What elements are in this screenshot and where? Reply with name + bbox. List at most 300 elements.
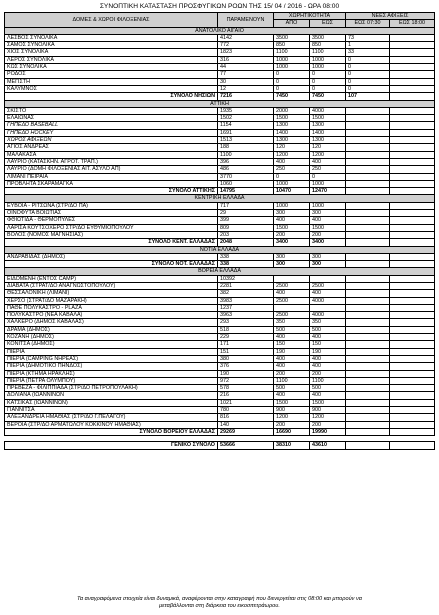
capacity-to-value: 0: [310, 173, 346, 180]
section-header: [5, 246, 435, 253]
table-row: [5, 115, 435, 122]
table-row: [5, 421, 435, 428]
facility-name: ΧΩΡΟΣ ΑΦΙΞΕΩΝ: [5, 137, 218, 144]
table-row: [5, 312, 435, 319]
facility-name: ΚΩΣ ΣΥΝΟΛΙΚΑ: [5, 64, 218, 71]
table-row: [5, 341, 435, 348]
remaining-value: 396: [218, 158, 274, 165]
remaining-value: 578: [218, 385, 274, 392]
arrivals-1800-value: [390, 78, 435, 85]
arrivals-0730-value: 1: [346, 42, 390, 49]
arrivals-0730-value: 0: [346, 56, 390, 63]
total-capacity-from: 7450: [274, 93, 310, 100]
header-arrivals-0730: ΕΩΣ 07:30: [346, 20, 390, 27]
arrivals-0730-value: [346, 297, 390, 304]
arrivals-1800-value: [390, 34, 435, 41]
table-row: [5, 122, 435, 129]
arrivals-0730-value: [346, 392, 390, 399]
remaining-value: 216: [218, 392, 274, 399]
capacity-to-value: 1500: [310, 399, 346, 406]
remaining-value: 1935: [218, 107, 274, 114]
arrivals-1800-value: [390, 326, 435, 333]
arrivals-0730-value: [346, 334, 390, 341]
remaining-value: 203: [218, 231, 274, 238]
total-remaining: 29269: [218, 428, 274, 435]
arrivals-0730-value: [346, 355, 390, 362]
capacity-from-value: 400: [274, 355, 310, 362]
capacity-to-value: 400: [310, 290, 346, 297]
remaining-value: 1060: [218, 180, 274, 187]
table-row: [5, 78, 435, 85]
facility-name: ΛΙΜΑΝΙ ΠΕΙΡΑΙΑ: [5, 173, 218, 180]
table-row: [5, 355, 435, 362]
arrivals-0730-value: [346, 385, 390, 392]
capacity-from-value: 500: [274, 385, 310, 392]
arrivals-1800-value: [390, 304, 435, 311]
arrivals-0730-value: [346, 202, 390, 209]
facility-name: ΑΛΕΞΑΝΔΡΕΙΑ ΗΜΑΘΙΑΣ (ΣΤΡ/ΔΟ Γ.ΠΕΛΑΓΟΥ): [5, 414, 218, 421]
capacity-to-value: 500: [310, 326, 346, 333]
arrivals-0730-value: [346, 137, 390, 144]
section-total-label: ΣΥΝΟΛΟ ΑΤΤΙΚΗΣ: [5, 188, 218, 195]
grand-total-arrivals-0730: [346, 442, 390, 449]
capacity-from-value: 400: [274, 217, 310, 224]
arrivals-0730-value: 0: [346, 71, 390, 78]
facility-name: ΑΓΙΟΣ ΑΝΔΡΕΑΣ: [5, 144, 218, 151]
facility-name: ΧΑΛΚΕΡΟ (ΔΗΜΟΣ ΚΑΒΑΛΑΣ): [5, 319, 218, 326]
arrivals-1800-value: [390, 370, 435, 377]
remaining-value: 399: [218, 217, 274, 224]
capacity-to-value: 1300: [310, 122, 346, 129]
section-total-row: [5, 261, 435, 268]
arrivals-1800-value: [390, 224, 435, 231]
arrivals-1800-value: [390, 334, 435, 341]
remaining-value: 338: [218, 253, 274, 260]
facility-name: ΠΡΕΒΕΖΑ - ΦΙΛΙΠΠΙΑΔΑ (ΣΤΡ/ΔΟ ΠΕΤΡΟΠΟΥΛΑΚΗ): [5, 385, 218, 392]
capacity-to-value: 1000: [310, 180, 346, 187]
section-total-label: ΣΥΝΟΛΟ ΚΕΝΤ. ΕΛΛΑΔΑΣ: [5, 239, 218, 246]
remaining-value: 1154: [218, 122, 274, 129]
table-row: [5, 363, 435, 370]
arrivals-0730-value: [346, 341, 390, 348]
section-title: ΑΝΑΤΟΛΙΚΟ ΑΙΓΑΙΟ: [5, 27, 435, 34]
arrivals-0730-value: [346, 224, 390, 231]
arrivals-0730-value: [346, 129, 390, 136]
facility-name: ΛΑΥΡΙΟ (ΔΟΜΗ ΦΙΛΟΞΕΝΙΑΣ ΑΙΤ. ΑΣΥΛΟ ΑΠ): [5, 166, 218, 173]
grand-total-label: ΓΕΝΙΚΟ ΣΥΝΟΛΟ: [5, 442, 218, 449]
header-capacity: ΧΩΡΗΤΙΚΟΤΗΤΑ: [274, 13, 346, 20]
arrivals-1800-value: [390, 319, 435, 326]
arrivals-1800-value: [390, 407, 435, 414]
table-row: [5, 253, 435, 260]
capacity-to-value: 0: [310, 78, 346, 85]
facility-name: ΠΡΟΒΛΗΤΑ ΣΚΑΡΑΜΑΓΚΑ: [5, 180, 218, 187]
remaining-value: 380: [218, 355, 274, 362]
arrivals-1800-value: [390, 42, 435, 49]
arrivals-1800-value: [390, 275, 435, 282]
capacity-from-value: 850: [274, 42, 310, 49]
table-row: [5, 56, 435, 63]
total-remaining: 7216: [218, 93, 274, 100]
remaining-value: 1513: [218, 137, 274, 144]
arrivals-0730-value: [346, 399, 390, 406]
capacity-to-value: 300: [310, 253, 346, 260]
table-row: [5, 202, 435, 209]
arrivals-1800-value: [390, 166, 435, 173]
facility-name: ΑΝΔΡΑΒΙΔΑΣ (ΔΗΜΟΣ): [5, 253, 218, 260]
arrivals-0730-value: 0: [346, 78, 390, 85]
capacity-from-value: 900: [274, 407, 310, 414]
capacity-from-value: 500: [274, 326, 310, 333]
arrivals-0730-value: [346, 151, 390, 158]
facility-name: ΣΑΜΟΣ ΣΥΝΟΛΙΚΑ: [5, 42, 218, 49]
facility-name: ΠΙΕΡΙΑ (ΔΗΜΟΤΙΚΟ ΠΗΝΔΟΣ): [5, 363, 218, 370]
capacity-from-value: 0: [274, 85, 310, 92]
arrivals-0730-value: [346, 319, 390, 326]
arrivals-1800-value: [390, 355, 435, 362]
facility-name: ΕΥΒΟΙΑ - ΡΙΤΣΩΝΑ (ΣΤΡ/ΔΟ ΠΑ): [5, 202, 218, 209]
arrivals-0730-value: [346, 210, 390, 217]
remaining-value: 229: [218, 334, 274, 341]
capacity-from-value: 150: [274, 341, 310, 348]
capacity-from-value: 350: [274, 319, 310, 326]
arrivals-0730-value: [346, 231, 390, 238]
capacity-from-value: 200: [274, 231, 310, 238]
facility-name: ΒΟΛΟΣ (ΝΟΜΟΣ ΜΑΓΝΗΣΙΑΣ): [5, 231, 218, 238]
table-row: [5, 297, 435, 304]
arrivals-1800-value: [390, 71, 435, 78]
capacity-to-value: 850: [310, 42, 346, 49]
remaining-value: 1237: [218, 304, 274, 311]
table-row: [5, 399, 435, 406]
capacity-from-value: [274, 275, 310, 282]
remaining-value: 382: [218, 290, 274, 297]
arrivals-1800-value: [390, 385, 435, 392]
arrivals-1800-value: [390, 137, 435, 144]
header-remaining: ΠΑΡΑΜΕΝΟΥΝ: [218, 13, 274, 28]
total-arrivals-0730: [346, 261, 390, 268]
capacity-from-value: 0: [274, 173, 310, 180]
section-title: ΒΟΡΕΙΑ ΕΛΛΑΔΑ: [5, 268, 435, 275]
capacity-from-value: 1500: [274, 115, 310, 122]
remaining-value: 816: [218, 414, 274, 421]
arrivals-1800-value: [390, 129, 435, 136]
capacity-from-value: 1500: [274, 224, 310, 231]
remaining-value: 10392: [218, 275, 274, 282]
remaining-value: 1502: [218, 115, 274, 122]
grand-total-row: [5, 442, 435, 449]
capacity-from-value: 2500: [274, 282, 310, 289]
arrivals-0730-value: [346, 377, 390, 384]
capacity-from-value: 200: [274, 370, 310, 377]
arrivals-0730-value: [346, 144, 390, 151]
arrivals-1800-value: [390, 202, 435, 209]
facility-name: ΕΛΑΙΩΝΑΣ: [5, 115, 218, 122]
capacity-to-value: [310, 275, 346, 282]
total-remaining: 2048: [218, 239, 274, 246]
table-row: [5, 144, 435, 151]
capacity-from-value: 3500: [274, 34, 310, 41]
section-header: [5, 27, 435, 34]
facility-name: ΠΑΘΕ ΠΟΛΥΚΑΣΤΡΟ - PLAZA: [5, 304, 218, 311]
capacity-from-value: 190: [274, 348, 310, 355]
capacity-to-value: 1500: [310, 224, 346, 231]
arrivals-0730-value: [346, 253, 390, 260]
total-capacity-from: 300: [274, 261, 310, 268]
header-arrivals-1800: ΕΩΣ 18:00: [390, 20, 435, 27]
capacity-to-value: 300: [310, 210, 346, 217]
arrivals-1800-value: [390, 341, 435, 348]
arrivals-1800-value: [390, 49, 435, 56]
facility-name: ΧΙΟΣ ΣΥΝΟΛΙΚΑ: [5, 49, 218, 56]
section-header: [5, 100, 435, 107]
capacity-to-value: 1500: [310, 115, 346, 122]
arrivals-1800-value: [390, 282, 435, 289]
remaining-value: 29: [218, 210, 274, 217]
grand-total-remaining: 53666: [218, 442, 274, 449]
facility-name: ΠΙΕΡΙΑ (ΠΕΤΡΑ ΟΛΥΜΠΟΥ): [5, 377, 218, 384]
facility-name: ΛΑΡΙΣΑ ΚΟΥΤΣΟΧΕΡΟ ΣΤΡ/ΔΟ ΕΥΘΥΜΙΟΠΟΥΛΟΥ: [5, 224, 218, 231]
remaining-value: 972: [218, 377, 274, 384]
header-facilities: ΔΟΜΕΣ & ΧΩΡΟΙ ΦΙΛΟΞΕΝΙΑΣ: [5, 13, 218, 28]
arrivals-1800-value: [390, 377, 435, 384]
facility-name: ΒΕΡΟΙΑ (ΣΤΡ/ΔΟ ΑΡΜΑΤΩΛΟΥ ΚΟΚΚΙΝΟΥ ΗΜΑΘΙΑΣ): [5, 421, 218, 428]
total-remaining: 338: [218, 261, 274, 268]
table-row: [5, 151, 435, 158]
total-arrivals-0730: 107: [346, 93, 390, 100]
arrivals-0730-value: [346, 180, 390, 187]
capacity-from-value: 300: [274, 253, 310, 260]
grand-total-capacity-to: 43610: [310, 442, 346, 449]
section-title: ΝΟΤΙΑ ΕΛΛΑΔΑ: [5, 246, 435, 253]
capacity-from-value: 2000: [274, 107, 310, 114]
table-row: [5, 107, 435, 114]
remaining-value: 717: [218, 202, 274, 209]
capacity-from-value: 200: [274, 421, 310, 428]
arrivals-0730-value: [346, 107, 390, 114]
remaining-value: 44: [218, 64, 274, 71]
table-row: [5, 49, 435, 56]
section-total-label: ΣΥΝΟΛΟ ΒΟΡΕΙΟΥ ΕΛΛΑΔΑΣ: [5, 428, 218, 435]
remaining-value: 3983: [218, 297, 274, 304]
arrivals-0730-value: [346, 275, 390, 282]
table-row: [5, 217, 435, 224]
capacity-from-value: 250: [274, 166, 310, 173]
capacity-to-value: 150: [310, 341, 346, 348]
section-total-label: ΣΥΝΟΛΟ ΝΗΣΙΩΝ: [5, 93, 218, 100]
arrivals-0730-value: [346, 312, 390, 319]
capacity-to-value: 4000: [310, 312, 346, 319]
capacity-to-value: 250: [310, 166, 346, 173]
facility-name: ΔΟΛΙΑΝΑ (ΙΩΑΝΝΙΝΩΝ: [5, 392, 218, 399]
facility-name: ΠΙΕΡΙΑ (CAMPING ΝΗΡΕΑΣ): [5, 355, 218, 362]
remaining-value: 2281: [218, 282, 274, 289]
arrivals-1800-value: [390, 64, 435, 71]
table-row: [5, 319, 435, 326]
remaining-value: 772: [218, 42, 274, 49]
arrivals-0730-value: [346, 122, 390, 129]
arrivals-1800-value: [390, 158, 435, 165]
arrivals-0730-value: [346, 407, 390, 414]
remaining-value: 293: [218, 319, 274, 326]
arrivals-1800-value: [390, 210, 435, 217]
capacity-to-value: 1000: [310, 56, 346, 63]
capacity-to-value: 120: [310, 144, 346, 151]
table-row: [5, 173, 435, 180]
remaining-value: 3963: [218, 312, 274, 319]
remaining-value: 316: [218, 56, 274, 63]
capacity-to-value: 4000: [310, 107, 346, 114]
capacity-from-value: 1200: [274, 151, 310, 158]
table-row: [5, 158, 435, 165]
section-total-row: [5, 188, 435, 195]
capacity-to-value: 1100: [310, 49, 346, 56]
section-title: ΚΕΝΤΡΙΚΗ ΕΛΛΑΔΑ: [5, 195, 435, 202]
facility-name: ΚΑΛΥΜΝΟΣ: [5, 85, 218, 92]
arrivals-0730-value: [346, 166, 390, 173]
capacity-to-value: 200: [310, 370, 346, 377]
section-total-row: [5, 93, 435, 100]
capacity-to-value: 200: [310, 421, 346, 428]
capacity-from-value: 1000: [274, 202, 310, 209]
arrivals-1800-value: [390, 85, 435, 92]
capacity-to-value: 0: [310, 71, 346, 78]
table-row: [5, 414, 435, 421]
capacity-to-value: [310, 304, 346, 311]
facility-name: ΛΕΡΟΣ ΣΥΝΟΛΙΚΑ: [5, 56, 218, 63]
footer-line-1: Τα αναγραφόμενα στοιχεία είναι δυναμικά, αναφέρονται στην καταγραφή που διενεργείται στις 08:00 και μπορούν να: [76, 596, 362, 602]
arrivals-1800-value: [390, 421, 435, 428]
remaining-value: 30: [218, 78, 274, 85]
facility-name: ΓΗΠΕΔΟ HOCKEY: [5, 129, 218, 136]
capacity-to-value: 1400: [310, 129, 346, 136]
facility-name: ΠΙΕΡΙΑ: [5, 348, 218, 355]
capacity-to-value: 1200: [310, 414, 346, 421]
capacity-from-value: 1100: [274, 377, 310, 384]
section-header: [5, 268, 435, 275]
section-total-row: [5, 239, 435, 246]
total-capacity-to: 12470: [310, 188, 346, 195]
total-remaining: 14795: [218, 188, 274, 195]
arrivals-1800-value: [390, 151, 435, 158]
arrivals-1800-value: [390, 253, 435, 260]
capacity-to-value: 400: [310, 355, 346, 362]
capacity-from-value: 400: [274, 363, 310, 370]
arrivals-0730-value: [346, 363, 390, 370]
capacity-from-value: 400: [274, 290, 310, 297]
footer-line-2: μεταβάλλονται στη διάρκεια του εικοσιτετράωρου.: [159, 603, 280, 609]
capacity-to-value: 900: [310, 407, 346, 414]
table-row: [5, 370, 435, 377]
capacity-from-value: 1000: [274, 180, 310, 187]
table-row: [5, 42, 435, 49]
facility-name: ΠΙΕΡΙΑ (ΚΤΗΜΑ ΗΡΑΚΛΗΣ): [5, 370, 218, 377]
capacity-to-value: 400: [310, 334, 346, 341]
arrivals-0730-value: 0: [346, 64, 390, 71]
total-arrivals-0730: [346, 428, 390, 435]
remaining-value: 809: [218, 224, 274, 231]
table-row: [5, 407, 435, 414]
facility-name: ΓΗΠΕΔΟ BASEBALL: [5, 122, 218, 129]
capacity-to-value: 3500: [310, 34, 346, 41]
arrivals-0730-value: 73: [346, 34, 390, 41]
arrivals-0730-value: [346, 217, 390, 224]
table-row: [5, 180, 435, 187]
facility-name: ΡΟΔΟΣ: [5, 71, 218, 78]
arrivals-0730-value: [346, 282, 390, 289]
header-new-arrivals: ΝΕΕΣ ΑΦΙΞΕΙΣ: [346, 13, 435, 20]
arrivals-0730-value: [346, 348, 390, 355]
capacity-to-value: 190: [310, 348, 346, 355]
arrivals-1800-value: [390, 180, 435, 187]
document-title: ΣΥΝΟΠΤΙΚΗ ΚΑΤΑΣΤΑΣΗ ΠΡΟΣΦΥΓΙΚΩΝ ΡΟΩΝ ΤΗΣ 15/ 04 / 2016 - ΩΡΑ 08:00: [99, 3, 340, 10]
remaining-value: 3770: [218, 173, 274, 180]
facility-name: ΦΘΙΩΤΙΔΑ - ΘΕΡΜΟΠΥΛΕΣ: [5, 217, 218, 224]
capacity-from-value: 0: [274, 78, 310, 85]
refugee-flows-table: [4, 12, 435, 450]
capacity-to-value: 350: [310, 319, 346, 326]
arrivals-1800-value: [390, 231, 435, 238]
facility-name: ΔΡΑΜΑ (ΔΗΜΟΣ): [5, 326, 218, 333]
arrivals-1800-value: [390, 115, 435, 122]
table-row: [5, 275, 435, 282]
remaining-value: 780: [218, 407, 274, 414]
capacity-from-value: 400: [274, 334, 310, 341]
arrivals-0730-value: 0: [346, 85, 390, 92]
total-arrivals-1800: [390, 239, 435, 246]
facility-name: ΚΑΤΣΙΚΑΣ (ΙΩΑΝΝΙΝΩΝ): [5, 399, 218, 406]
total-capacity-from: 10470: [274, 188, 310, 195]
total-capacity-to: 19990: [310, 428, 346, 435]
facility-name: ΕΙΔΟΜΕΝΗ (ΕΝΤΟΣ CAMP): [5, 275, 218, 282]
arrivals-0730-value: [346, 158, 390, 165]
capacity-to-value: 200: [310, 231, 346, 238]
capacity-from-value: 1000: [274, 56, 310, 63]
arrivals-0730-value: [346, 414, 390, 421]
arrivals-1800-value: [390, 290, 435, 297]
table-row: [5, 377, 435, 384]
remaining-value: 188: [218, 144, 274, 151]
remaining-value: 77: [218, 71, 274, 78]
total-capacity-from: 3400: [274, 239, 310, 246]
table-row: [5, 326, 435, 333]
facility-name: ΧΕΡΣΟ (ΣΤΡΑΤ/ΔΟ ΜΑΖΑΡΑΚΗ): [5, 297, 218, 304]
capacity-from-value: 120: [274, 144, 310, 151]
capacity-to-value: 1000: [310, 202, 346, 209]
header-capacity-to: ΕΩΣ: [310, 20, 346, 27]
grand-total-capacity-from: 38310: [274, 442, 310, 449]
total-capacity-to: 3400: [310, 239, 346, 246]
facility-name: ΜΑΛΑΚΑΣΑ: [5, 151, 218, 158]
remaining-value: 1691: [218, 129, 274, 136]
facility-name: ΣΚΙΣΤΟ: [5, 107, 218, 114]
arrivals-1800-value: [390, 107, 435, 114]
capacity-from-value: 1000: [274, 64, 310, 71]
capacity-from-value: 0: [274, 71, 310, 78]
arrivals-0730-value: 33: [346, 49, 390, 56]
table-row: [5, 231, 435, 238]
capacity-from-value: 300: [274, 210, 310, 217]
remaining-value: 4142: [218, 34, 274, 41]
table-row: [5, 392, 435, 399]
capacity-from-value: 400: [274, 158, 310, 165]
capacity-to-value: 400: [310, 363, 346, 370]
arrivals-0730-value: [346, 290, 390, 297]
facility-name: ΚΟΖΑΝΗ (ΔΗΜΟΣ): [5, 334, 218, 341]
arrivals-0730-value: [346, 173, 390, 180]
remaining-value: 151: [218, 348, 274, 355]
capacity-from-value: 400: [274, 392, 310, 399]
